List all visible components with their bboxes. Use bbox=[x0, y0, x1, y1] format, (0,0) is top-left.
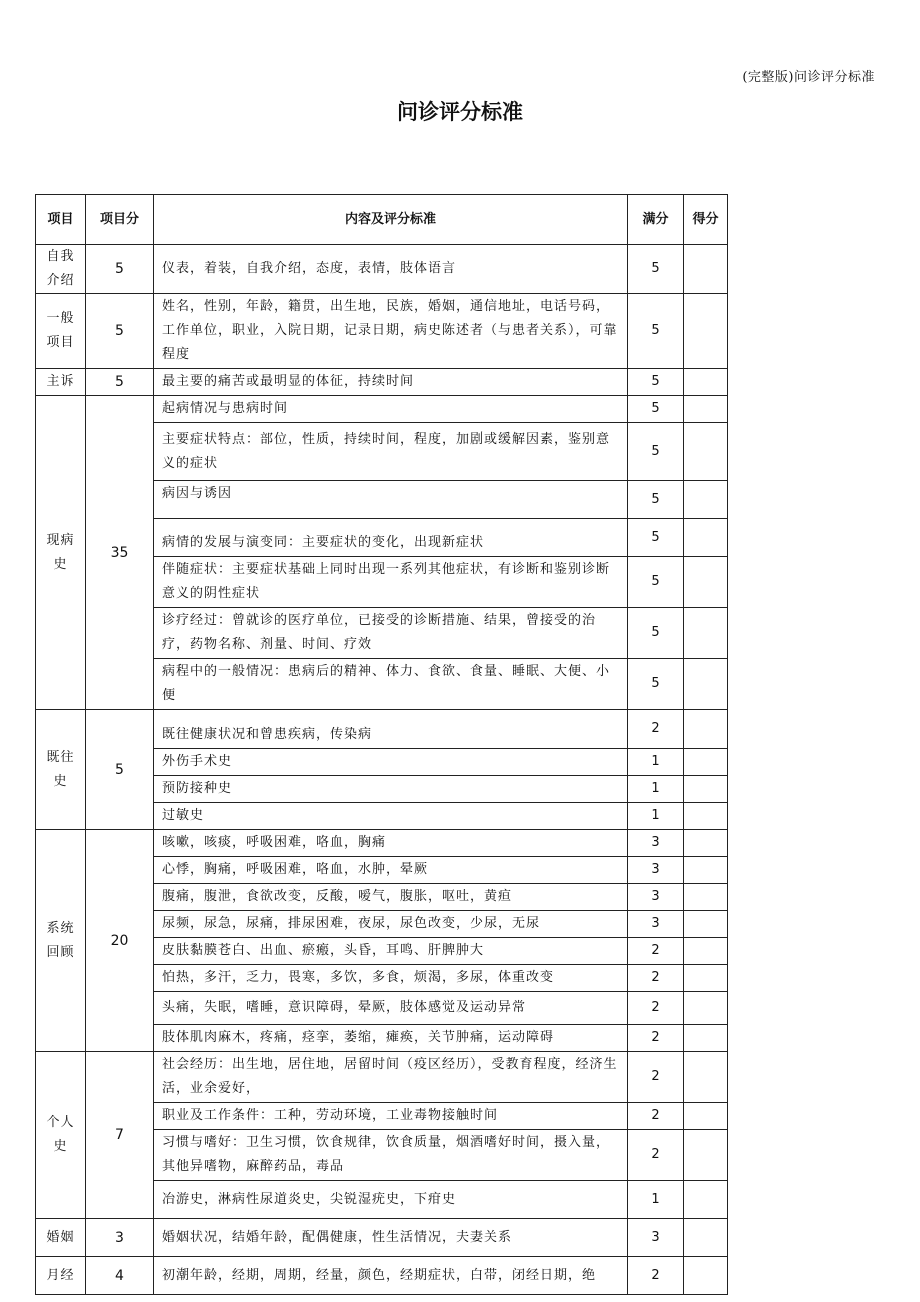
full-score: 2 bbox=[628, 938, 684, 965]
obtained-score-cell[interactable] bbox=[684, 1130, 728, 1181]
full-score: 5 bbox=[628, 557, 684, 608]
criteria-text: 肢体肌肉麻木，疼痛，痉挛，萎缩，瘫痪，关节肿痛，运动障碍 bbox=[154, 1025, 628, 1052]
item-score: 5 bbox=[86, 294, 154, 369]
obtained-score-cell[interactable] bbox=[684, 749, 728, 776]
item-score: 35 bbox=[86, 396, 154, 710]
item-name: 月经 bbox=[36, 1257, 86, 1295]
table-header-row bbox=[36, 195, 728, 245]
item-score: 5 bbox=[86, 369, 154, 396]
item-name: 个人史 bbox=[36, 1052, 86, 1219]
table-row bbox=[36, 1219, 728, 1257]
full-score: 5 bbox=[628, 369, 684, 396]
obtained-score-cell[interactable] bbox=[684, 396, 728, 423]
full-score: 2 bbox=[628, 992, 684, 1025]
criteria-text: 最主要的痛苦或最明显的体征，持续时间 bbox=[154, 369, 628, 396]
criteria-text: 腹痛，腹泄，食欲改变，反酸，嗳气，腹胀，呕吐，黄疸 bbox=[154, 884, 628, 911]
criteria-text: 习惯与嗜好：卫生习惯，饮食规律，饮食质量，烟酒嗜好时间，摄入量，其他异嗜物，麻醉药品，毒品 bbox=[154, 1130, 628, 1181]
item-name: 婚姻 bbox=[36, 1219, 86, 1257]
criteria-text: 起病情况与患病时间 bbox=[154, 396, 628, 423]
document-title: 问诊评分标准 bbox=[397, 100, 523, 124]
full-score: 2 bbox=[628, 965, 684, 992]
obtained-score-cell[interactable] bbox=[684, 884, 728, 911]
criteria-text: 尿频，尿急，尿痛，排尿困难，夜尿，尿色改变，少尿，无尿 bbox=[154, 911, 628, 938]
obtained-score-cell[interactable] bbox=[684, 830, 728, 857]
full-score: 1 bbox=[628, 776, 684, 803]
criteria-text: 病情的发展与演变同：主要症状的变化，出现新症状 bbox=[154, 519, 628, 557]
obtained-score-cell[interactable] bbox=[684, 938, 728, 965]
criteria-text: 头痛，失眠，嗜睡，意识障碍，晕厥，肢体感觉及运动异常 bbox=[154, 992, 628, 1025]
item-name: 一般项目 bbox=[36, 294, 86, 369]
criteria-text: 外伤手术史 bbox=[154, 749, 628, 776]
obtained-score-cell[interactable] bbox=[684, 519, 728, 557]
criteria-text: 伴随症状：主要症状基础上同时出现一系列其他症状，有诊断和鉴别诊断意义的阴性症状 bbox=[154, 557, 628, 608]
obtained-score-cell[interactable] bbox=[684, 608, 728, 659]
table-row bbox=[36, 294, 728, 369]
criteria-text: 职业及工作条件：工种，劳动环境，工业毒物接触时间 bbox=[154, 1103, 628, 1130]
col-header-obtained-score: 得分 bbox=[684, 195, 728, 245]
col-header-item-score: 项目分 bbox=[86, 195, 154, 245]
obtained-score-cell[interactable] bbox=[684, 803, 728, 830]
criteria-text: 咳嗽，咳痰，呼吸困难，咯血，胸痛 bbox=[154, 830, 628, 857]
full-score: 5 bbox=[628, 423, 684, 481]
col-header-content: 内容及评分标准 bbox=[154, 195, 628, 245]
obtained-score-cell[interactable] bbox=[684, 659, 728, 710]
full-score: 3 bbox=[628, 1219, 684, 1257]
full-score: 3 bbox=[628, 857, 684, 884]
item-score: 20 bbox=[86, 830, 154, 1052]
item-score: 3 bbox=[86, 1219, 154, 1257]
item-score: 5 bbox=[86, 245, 154, 294]
item-name: 主诉 bbox=[36, 369, 86, 396]
obtained-score-cell[interactable] bbox=[684, 776, 728, 803]
obtained-score-cell[interactable] bbox=[684, 481, 728, 519]
table-row bbox=[36, 369, 728, 396]
full-score: 5 bbox=[628, 659, 684, 710]
obtained-score-cell[interactable] bbox=[684, 992, 728, 1025]
item-score: 7 bbox=[86, 1052, 154, 1219]
page-header-note: (完整版)问诊评分标准 bbox=[742, 70, 875, 85]
criteria-text: 预防接种史 bbox=[154, 776, 628, 803]
item-name: 现病史 bbox=[36, 396, 86, 710]
obtained-score-cell[interactable] bbox=[684, 369, 728, 396]
obtained-score-cell[interactable] bbox=[684, 1103, 728, 1130]
full-score: 1 bbox=[628, 749, 684, 776]
full-score: 2 bbox=[628, 1103, 684, 1130]
full-score: 3 bbox=[628, 884, 684, 911]
obtained-score-cell[interactable] bbox=[684, 911, 728, 938]
table-row bbox=[36, 710, 728, 749]
full-score: 1 bbox=[628, 1181, 684, 1219]
full-score: 5 bbox=[628, 245, 684, 294]
col-header-item: 项目 bbox=[36, 195, 86, 245]
scoring-table bbox=[35, 194, 728, 1295]
item-score: 4 bbox=[86, 1257, 154, 1295]
item-name: 自我介绍 bbox=[36, 245, 86, 294]
full-score: 5 bbox=[628, 294, 684, 369]
criteria-text: 心悸，胸痛，呼吸困难，咯血，水肿，晕厥 bbox=[154, 857, 628, 884]
obtained-score-cell[interactable] bbox=[684, 1025, 728, 1052]
obtained-score-cell[interactable] bbox=[684, 1181, 728, 1219]
full-score: 5 bbox=[628, 608, 684, 659]
full-score: 1 bbox=[628, 803, 684, 830]
full-score: 5 bbox=[628, 519, 684, 557]
criteria-text: 初潮年龄，经期，周期，经量，颜色，经期症状，白带，闭经日期，绝 bbox=[154, 1257, 628, 1295]
item-name: 系统回顾 bbox=[36, 830, 86, 1052]
criteria-text: 婚姻状况，结婚年龄，配偶健康，性生活情况，夫妻关系 bbox=[154, 1219, 628, 1257]
criteria-text: 既往健康状况和曾患疾病，传染病 bbox=[154, 710, 628, 749]
full-score: 2 bbox=[628, 1025, 684, 1052]
criteria-text: 过敏史 bbox=[154, 803, 628, 830]
item-score: 5 bbox=[86, 710, 154, 830]
full-score: 2 bbox=[628, 710, 684, 749]
criteria-text: 姓名，性别，年龄，籍贯，出生地，民族，婚姻，通信地址，电话号码，工作单位，职业，入院日期，记录日期，病史陈述者（与患者关系），可靠程度 bbox=[154, 294, 628, 369]
table-row bbox=[36, 396, 728, 423]
criteria-text: 冶游史，淋病性尿道炎史，尖锐湿疣史，下疳史 bbox=[154, 1181, 628, 1219]
criteria-text: 诊疗经过：曾就诊的医疗单位，已接受的诊断措施、结果，曾接受的治疗，药物名称、剂量、时间、疗效 bbox=[154, 608, 628, 659]
full-score: 5 bbox=[628, 396, 684, 423]
item-name: 既往史 bbox=[36, 710, 86, 830]
criteria-text: 社会经历：出生地，居住地，居留时间（疫区经历），受教育程度，经济生活，业余爱好， bbox=[154, 1052, 628, 1103]
full-score: 3 bbox=[628, 830, 684, 857]
obtained-score-cell[interactable] bbox=[684, 423, 728, 481]
table-row bbox=[36, 1052, 728, 1103]
obtained-score-cell[interactable] bbox=[684, 557, 728, 608]
obtained-score-cell[interactable] bbox=[684, 857, 728, 884]
table-row bbox=[36, 245, 728, 294]
criteria-text: 仪表，着装，自我介绍，态度，表情，肢体语言 bbox=[154, 245, 628, 294]
full-score: 2 bbox=[628, 1257, 684, 1295]
full-score: 3 bbox=[628, 911, 684, 938]
obtained-score-cell[interactable] bbox=[684, 1257, 728, 1295]
obtained-score-cell[interactable] bbox=[684, 965, 728, 992]
full-score: 2 bbox=[628, 1052, 684, 1103]
full-score: 5 bbox=[628, 481, 684, 519]
obtained-score-cell[interactable] bbox=[684, 1052, 728, 1103]
col-header-full-score: 满分 bbox=[628, 195, 684, 245]
criteria-text: 病因与诱因 bbox=[154, 481, 628, 519]
obtained-score-cell[interactable] bbox=[684, 1219, 728, 1257]
table-row bbox=[36, 1257, 728, 1295]
obtained-score-cell[interactable] bbox=[684, 294, 728, 369]
obtained-score-cell[interactable] bbox=[684, 710, 728, 749]
criteria-text: 皮肤黏膜苍白、出血、瘀瘢，头昏，耳鸣、肝脾肿大 bbox=[154, 938, 628, 965]
criteria-text: 病程中的一般情况：患病后的精神、体力、食欲、食量、睡眠、大便、小便 bbox=[154, 659, 628, 710]
full-score: 2 bbox=[628, 1130, 684, 1181]
table-row bbox=[36, 830, 728, 857]
criteria-text: 主要症状特点：部位，性质，持续时间，程度，加剧或缓解因素，鉴别意义的症状 bbox=[154, 423, 628, 481]
criteria-text: 怕热，多汗，乏力，畏寒，多饮，多食，烦渴，多尿，体重改变 bbox=[154, 965, 628, 992]
obtained-score-cell[interactable] bbox=[684, 245, 728, 294]
